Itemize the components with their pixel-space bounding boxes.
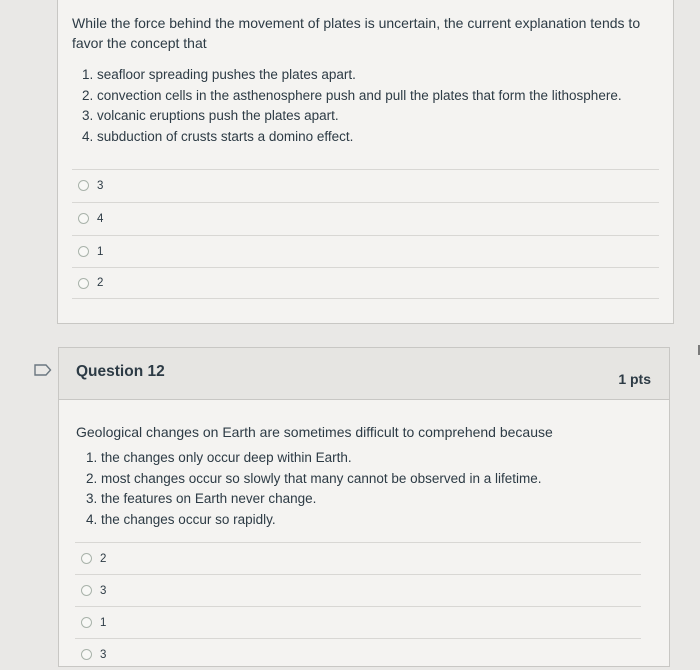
choice-list [79,448,541,530]
question-title: Question 12 [76,363,165,380]
radio-unselected-icon[interactable] [78,180,89,191]
question-stem: While the force behind the movement of plates is uncertain, the current explanation tends to favor the concept that [72,15,641,51]
radio-unselected-icon[interactable] [81,649,92,660]
radio-unselected-icon[interactable] [78,246,89,257]
choice-list [75,65,622,147]
answer-option[interactable] [75,638,641,670]
answer-option[interactable] [72,267,659,299]
question-card-current [58,347,670,667]
answer-label: 3 [100,648,107,661]
question-card-previous [57,0,674,324]
radio-unselected-icon[interactable] [81,553,92,564]
choice-item: 4. the changes occur so rapidly. [101,510,541,531]
choice-item: 4. subduction of crusts starts a domino effect. [97,127,622,148]
choice-item: 1. the changes only occur deep within Earth. [101,448,541,469]
choice-item: 2. most changes occur so slowly that many cannot be observed in a lifetime. [101,469,541,490]
choice-item: 1. seafloor spreading pushes the plates apart. [97,65,622,86]
answer-label: 2 [100,552,107,565]
answer-option[interactable] [75,542,641,574]
answer-label: 4 [97,212,104,225]
choice-item: 3. the features on Earth never change. [101,489,541,510]
question-stem: Geological changes on Earth are sometimes difficult to comprehend because [76,424,553,440]
radio-unselected-icon[interactable] [78,278,89,289]
answer-label: 2 [97,277,104,289]
answer-option[interactable] [75,574,641,606]
radio-unselected-icon[interactable] [81,617,92,628]
choice-item: 3. volcanic eruptions push the plates apart. [97,106,622,127]
radio-unselected-icon[interactable] [81,585,92,596]
choice-item: 2. convection cells in the asthenosphere push and pull the plates that form the lithosphere. [97,86,622,107]
answer-label: 1 [100,616,107,629]
answer-option[interactable] [75,606,641,638]
bookmark-flag-icon[interactable] [34,364,52,376]
question-points: 1 pts [618,371,651,387]
question-header [59,348,669,400]
answer-option[interactable] [72,202,659,234]
answer-label: 3 [97,179,104,192]
answer-option[interactable] [72,235,659,267]
answer-label: 3 [100,584,107,597]
answer-label: 1 [97,245,104,258]
answer-option[interactable] [72,169,659,201]
radio-unselected-icon[interactable] [78,213,89,224]
